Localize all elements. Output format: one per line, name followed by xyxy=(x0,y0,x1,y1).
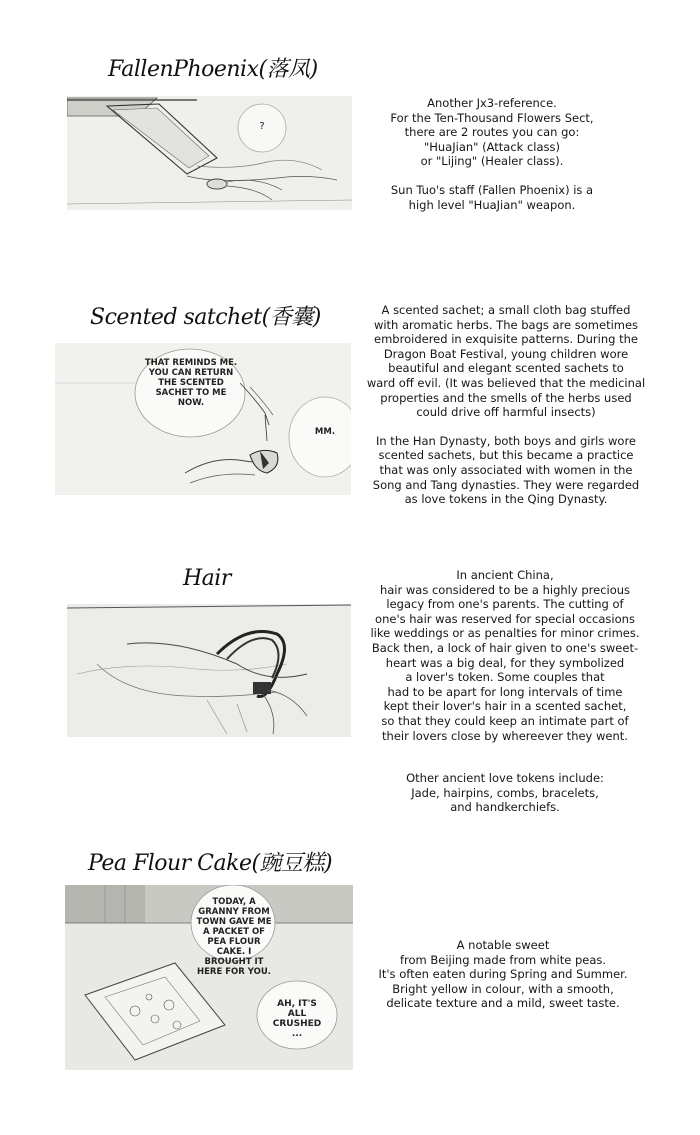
manga-panel-fallen-phoenix xyxy=(67,96,352,210)
note-line: with aromatic herbs. The bags are sometimes xyxy=(373,317,639,332)
note-line: Bright yellow in colour, with a smooth, xyxy=(392,981,614,996)
note-line: high level "HuaJian" weapon. xyxy=(408,197,576,212)
note-line: or "Lijing" (Healer class). xyxy=(420,154,564,169)
note-line: beautiful and elegant scented sachets to xyxy=(388,361,624,376)
note-line: A notable sweet xyxy=(456,938,550,952)
section-title-pea-flour-cake: Pea Flour Cake(豌豆糕) xyxy=(88,851,333,876)
note-line: their lovers close by whereever they went. xyxy=(382,728,628,743)
note-line: from Beijing made from white peas. xyxy=(399,952,607,967)
note-line: Sun Tuo's staff (Fallen Phoenix) is a xyxy=(390,182,594,197)
panel-drawing-hair-lock xyxy=(67,604,351,737)
note-line: there are 2 routes you can go: xyxy=(404,125,580,140)
note-line: kept their lover's hair in a scented sachet, xyxy=(383,699,627,714)
speech-bubble-question: ? xyxy=(259,121,265,132)
note-line: had to be apart for long intervals of time xyxy=(387,684,623,699)
speech-bubble-mm: MM. xyxy=(314,427,336,437)
note-pea-flour-cake xyxy=(370,938,636,1011)
note-hair xyxy=(360,568,650,815)
note-line: embroidered in exquisite patterns. During the xyxy=(374,332,638,347)
note-line: that was only associated with women in the xyxy=(379,462,633,477)
note-line: Jade, hairpins, combs, bracelets, xyxy=(411,785,599,800)
speech-bubble-reminds: THAT REMINDS ME. YOU CAN RETURN THE SCENTED SACHET TO ME NOW. xyxy=(144,358,238,408)
note-line: one's hair was reserved for special occasions xyxy=(375,611,635,626)
manga-panel-scented-satchet xyxy=(55,343,351,495)
note-scented-satchet xyxy=(364,303,648,507)
section-title-scented-satchet: Scented satchet(香囊) xyxy=(90,305,321,330)
section-title-fallen-phoenix: FallenPhoenix(落凤) xyxy=(108,57,318,82)
note-line: a lover's token. Some couples that xyxy=(405,670,605,685)
manga-panel-hair xyxy=(67,604,351,737)
note-line: properties and the smells of the herbs used xyxy=(380,390,632,405)
note-line: hair was considered to be a highly precious xyxy=(379,582,631,597)
note-line: as love tokens in the Qing Dynasty. xyxy=(404,492,608,507)
note-line: like weddings or as penalties for minor crimes. xyxy=(370,626,640,641)
note-line: Dragon Boat Festival, young children wore xyxy=(383,346,629,361)
note-line: A scented sachet; a small cloth bag stuffed xyxy=(381,303,631,317)
note-line: In ancient China, xyxy=(456,568,554,582)
note-line: Another Jx3-reference. xyxy=(427,96,557,110)
note-line: Other ancient love tokens include: xyxy=(406,771,604,786)
note-line: It's often eaten during Spring and Summer. xyxy=(378,967,628,982)
note-line: ward off evil. (It was believed that the medicinal xyxy=(366,375,646,390)
panel-drawing-staff xyxy=(67,96,352,210)
note-line: Song and Tang dynasties. They were regarded xyxy=(372,477,640,492)
note-line: "HuaJian" (Attack class) xyxy=(423,139,561,154)
note-line: heart was a big deal, for they symbolized xyxy=(385,655,625,670)
note-line: scented sachets, but this became a practice xyxy=(378,448,634,463)
note-line: and handkerchiefs. xyxy=(450,800,560,815)
section-title-hair: Hair xyxy=(183,566,231,591)
manga-panel-pea-flour-cake xyxy=(65,885,353,1070)
note-line: For the Ten-Thousand Flowers Sect, xyxy=(390,110,594,125)
note-line: Back then, a lock of hair given to one's sweet- xyxy=(371,640,639,655)
note-line: legacy from one's parents. The cutting of xyxy=(386,597,624,612)
note-line: In the Han Dynasty, both boys and girls wore xyxy=(375,433,637,448)
note-fallen-phoenix xyxy=(372,96,612,212)
note-line: so that they could keep an intimate part of xyxy=(381,713,629,728)
speech-bubble-crushed: AH, IT'S ALL CRUSHED ... xyxy=(272,999,322,1039)
speech-bubble-granny: TODAY, A GRANNY FROM TOWN GAVE ME A PACKET OF PEA FLOUR CAKE. I BROUGHT IT HERE FOR YOU. xyxy=(196,897,272,977)
note-line: delicate texture and a mild, sweet taste. xyxy=(386,996,620,1011)
note-line: could drive off harmful insects) xyxy=(416,405,596,420)
